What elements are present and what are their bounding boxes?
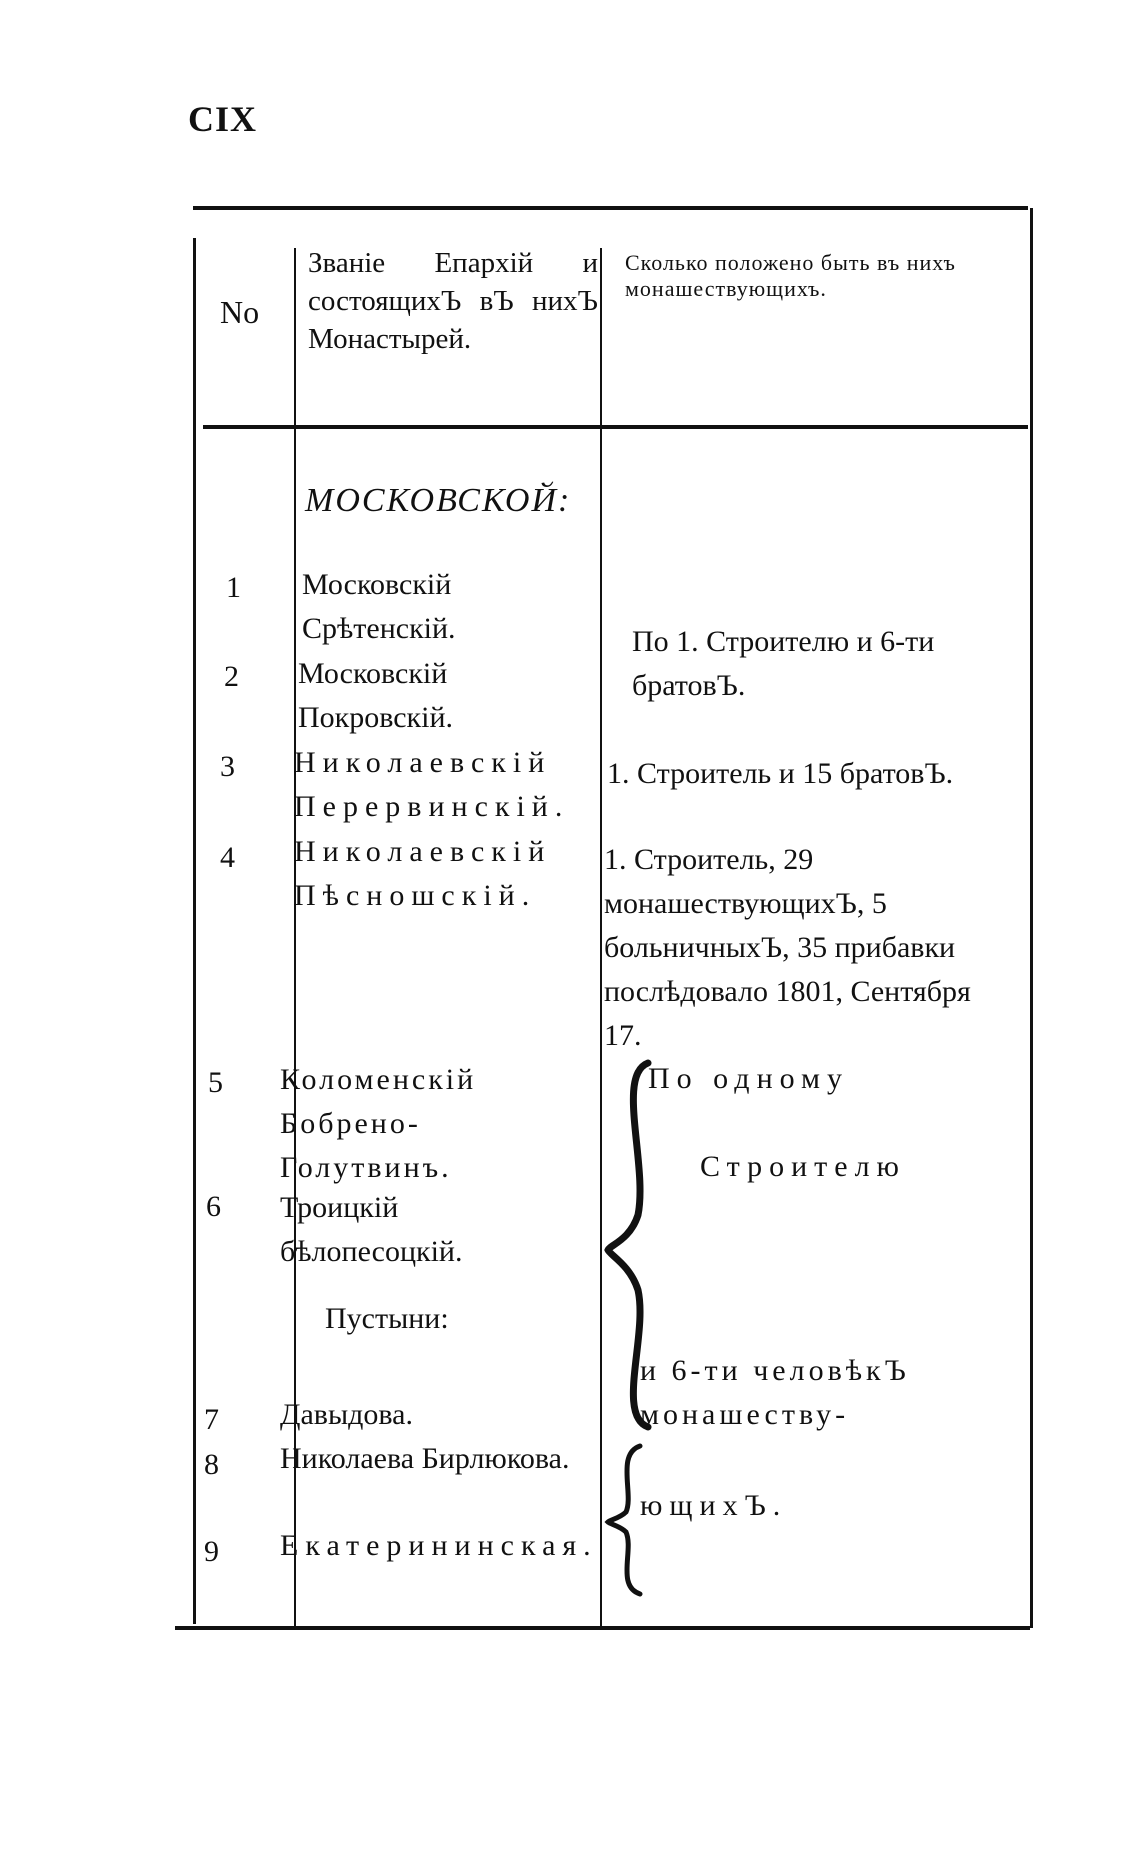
row-number: 5 <box>208 1066 223 1099</box>
quota-rows-5-6-b: Строителю <box>700 1150 906 1183</box>
row-number: 3 <box>220 750 235 783</box>
row-number: 8 <box>204 1448 219 1481</box>
quota-rows-5-6-c: и 6-ти человѣкЪ монашеству- <box>640 1354 910 1431</box>
monastery-name: Московскій Покровскій. <box>298 657 454 734</box>
header-diocese-title: Званіе Епархій и состоящихЪ вЪ нихЪ Монастырей. <box>308 247 598 355</box>
monastery-name: Давыдова. <box>280 1398 413 1431</box>
row-number: 2 <box>224 660 239 693</box>
row-number: 6 <box>206 1190 221 1223</box>
monastery-name: Николаева Бирлюкова. <box>280 1442 570 1475</box>
right-border <box>1030 208 1033 1628</box>
quota-rows-5-6-a: По одному <box>648 1062 850 1095</box>
brace-small <box>598 1440 648 1600</box>
top-rule <box>193 206 1028 210</box>
row-number: 4 <box>220 841 235 874</box>
monastery-name: Коломенскій Бобрено-Голутвинъ. <box>280 1063 477 1184</box>
left-border <box>193 238 196 1624</box>
monastery-name: Троицкій бѣлопесоцкій. <box>280 1191 463 1268</box>
row-number: 1 <box>226 571 241 604</box>
monastery-name: Московскій Срѣтенскій. <box>302 568 456 645</box>
monastery-name: Николаевскій Перервинскій. <box>294 746 570 823</box>
quota-rows-7-9: ющихЪ. <box>640 1489 788 1522</box>
quota-row-3: 1. Строитель и 15 братовЪ. <box>607 757 954 790</box>
page-number: CIX <box>188 99 258 139</box>
diocese-heading: МОСКОВСКОЙ: <box>305 482 572 519</box>
row-number: 9 <box>204 1535 219 1568</box>
header-number: No <box>220 294 260 330</box>
monastery-name: Екатерининская. <box>280 1529 598 1562</box>
row-number: 7 <box>204 1403 219 1436</box>
header-rule <box>203 425 1028 429</box>
monastery-name: Николаевскій Пѣсношскій. <box>294 835 552 912</box>
brace-large <box>598 1055 658 1435</box>
quota-row-4: 1. Строитель, 29 монашествующихЪ, 5 больничныхЪ, 35 прибавки послѣдовало 1801, Сентября 17. <box>604 843 971 1052</box>
header-monastic-count: Сколько положено быть въ нихъ монашествующихъ. <box>625 250 956 301</box>
deserts-heading: Пустыни: <box>325 1302 449 1335</box>
bottom-rule <box>175 1626 1030 1630</box>
quota-rows-1-2: По 1. Строителю и 6-ти братовЪ. <box>632 625 935 702</box>
